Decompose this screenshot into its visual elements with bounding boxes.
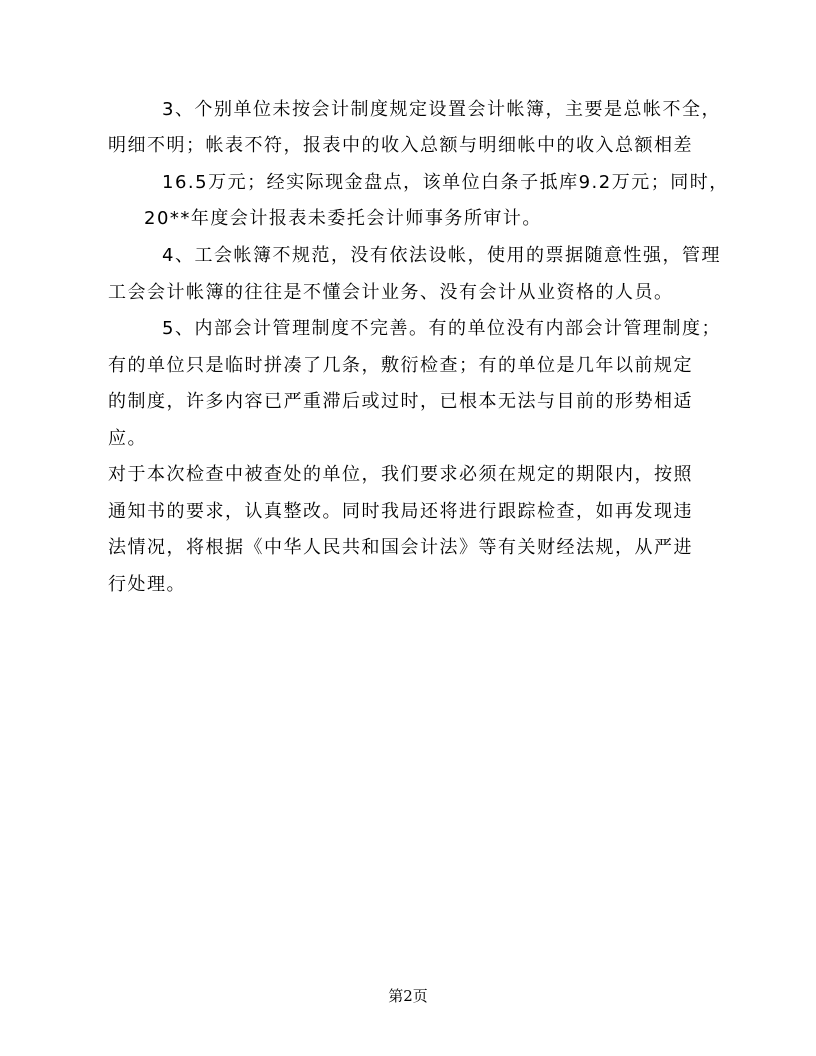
text-line: 3、个别单位未按会计制度规定设置会计帐簿，主要是总帐不全，	[162, 99, 721, 120]
text-line: 5、内部会计管理制度不完善。有的单位没有内部会计管理制度；	[162, 318, 721, 339]
page-number: 第2页	[388, 987, 428, 1005]
text-line: 4、工会帐簿不规范，没有依法设帐，使用的票据随意性强，管理	[162, 245, 721, 266]
text-line: 行处理。	[108, 574, 186, 595]
text-line: 对于本次检查中被查处的单位，我们要求必须在规定的期限内，按照	[108, 464, 693, 485]
text-line: 法情况，将根据《中华人民共和国会计法》等有关财经法规，从严进	[108, 537, 693, 558]
text-line: 16.5万元；经实际现金盘点，该单位白条子抵库9.2万元；同时，	[162, 172, 729, 193]
text-line: 明细不明；帐表不符，报表中的收入总额与明细帐中的收入总额相差	[108, 135, 693, 156]
text-line: 20**年度会计报表未委托会计师事务所审计。	[144, 208, 542, 229]
text-line: 通知书的要求，认真整改。同时我局还将进行跟踪检查，如再发现违	[108, 501, 693, 522]
text-line: 应。	[108, 428, 147, 449]
text-line: 有的单位只是临时拼凑了几条，敷衍检查；有的单位是几年以前规定	[108, 355, 693, 376]
text-line: 工会会计帐簿的往往是不懂会计业务、没有会计从业资格的人员。	[108, 282, 674, 303]
text-line: 的制度，许多内容已严重滞后或过时，已根本无法与目前的形势相适	[108, 391, 693, 412]
